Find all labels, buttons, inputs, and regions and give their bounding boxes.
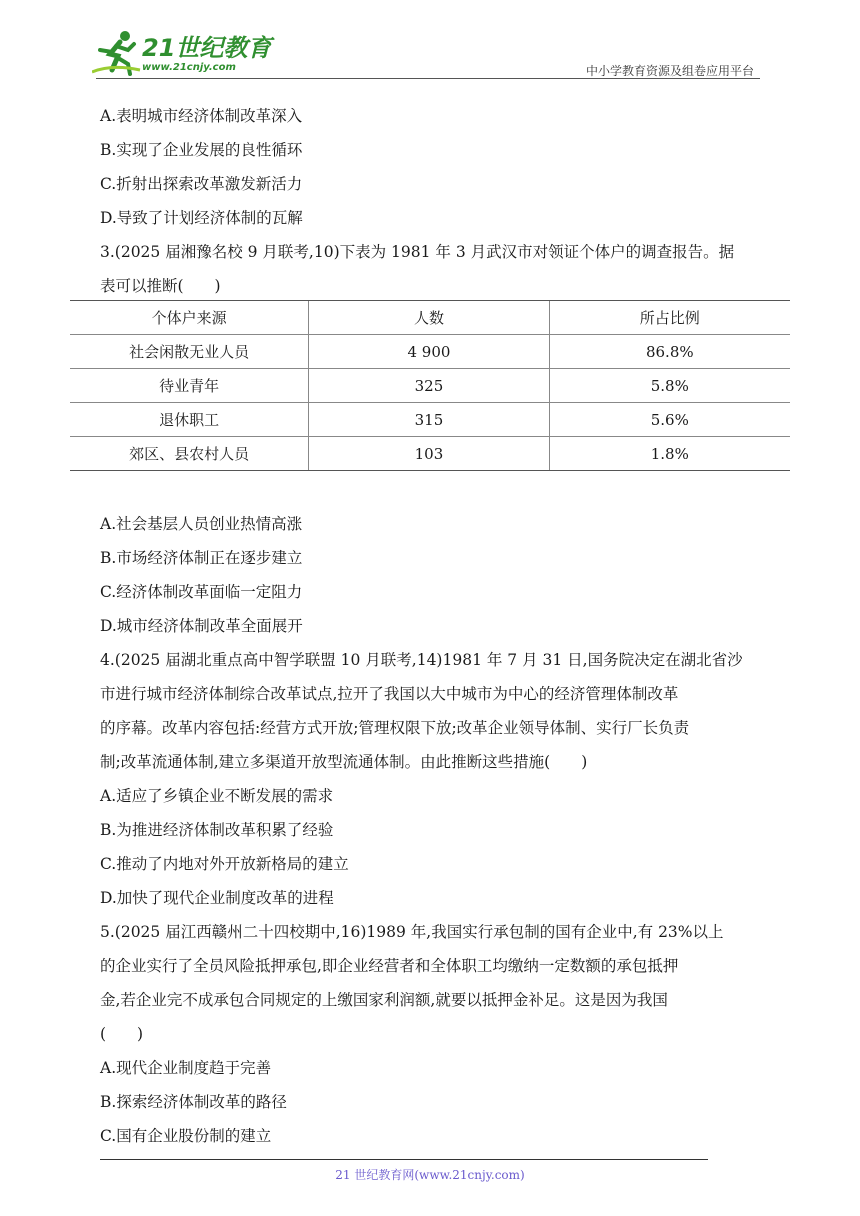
table-cell: 1.8%: [549, 437, 790, 471]
q2-option-a: A.表明城市经济体制改革深入: [100, 107, 303, 125]
q4-option-b: B.为推进经济体制改革积累了经验: [100, 821, 334, 839]
table-row: [70, 437, 790, 471]
logo: [92, 28, 272, 78]
table-cell: 86.8%: [549, 335, 790, 369]
table-cell: 325: [309, 369, 549, 403]
table-row: [70, 403, 790, 437]
table-row: [70, 369, 790, 403]
q4-option-d: D.加快了现代企业制度改革的进程: [100, 889, 334, 907]
table-cell: 103: [309, 437, 549, 471]
q2-option-b: B.实现了企业发展的良性循环: [100, 141, 303, 159]
footer-divider: [100, 1159, 708, 1160]
table-cell: 315: [309, 403, 549, 437]
q5-stem-line-2: 的企业实行了全员风险抵押承包,即企业经营者和全体职工均缴纳一定数额的承包抵押: [100, 957, 679, 975]
table-row: [70, 335, 790, 369]
q5-stem-line-3: 金,若企业完不成承包合同规定的上缴国家利润额,就要以抵押金补足。这是因为我国: [100, 991, 668, 1009]
runner-logo-icon: [92, 28, 142, 78]
q5-option-b: B.探索经济体制改革的路径: [100, 1093, 287, 1111]
table-header-cell: 人数: [309, 301, 549, 335]
q4-stem-line-2: 市进行城市经济体制综合改革试点,拉开了我国以大中城市为中心的经济管理体制改革: [100, 685, 679, 703]
table-cell: 待业青年: [70, 369, 309, 403]
q5-stem-line-4: ( ): [100, 1025, 144, 1043]
page-header: [0, 0, 860, 80]
q3-option-d: D.城市经济体制改革全面展开: [100, 617, 303, 635]
q3-option-b: B.市场经济体制正在逐步建立: [100, 549, 303, 567]
q4-option-c: C.推动了内地对外开放新格局的建立: [100, 855, 349, 873]
table-cell: 退休职工: [70, 403, 309, 437]
q5-option-a: A.现代企业制度趋于完善: [100, 1059, 272, 1077]
table-cell: 5.6%: [549, 403, 790, 437]
q2-option-c: C.折射出探索改革激发新活力: [100, 175, 303, 193]
table-cell: 4 900: [309, 335, 549, 369]
q3-option-c: C.经济体制改革面临一定阻力: [100, 583, 303, 601]
table-header-row: [70, 301, 790, 335]
header-divider: [96, 78, 760, 79]
q3-stem-line-1: 3.(2025 届湘豫名校 9 月联考,10)下表为 1981 年 3 月武汉市对领证个体户的调查报告。据: [100, 243, 735, 261]
q2-option-d: D.导致了计划经济体制的瓦解: [100, 209, 303, 227]
logo-url: www.21cnjy.com: [142, 62, 236, 73]
q5-stem-line-1: 5.(2025 届江西赣州二十四校期中,16)1989 年,我国实行承包制的国有企业中,有 23%以上: [100, 923, 724, 941]
table-cell: 郊区、县农村人员: [70, 437, 309, 471]
table-header-cell: 所占比例: [549, 301, 790, 335]
q3-data-table: [70, 300, 790, 471]
q5-option-c: C.国有企业股份制的建立: [100, 1127, 272, 1145]
q4-stem-line-4: 制;改革流通体制,建立多渠道开放型流通体制。由此推断这些措施( ): [100, 753, 588, 771]
q4-stem-line-3: 的序幕。改革内容包括:经营方式开放;管理权限下放;改革企业领导体制、实行厂长负责: [100, 719, 690, 737]
logo-text: 21世纪教育: [142, 34, 272, 62]
q3-option-a: A.社会基层人员创业热情高涨: [100, 515, 303, 533]
table-cell: 社会闲散无业人员: [70, 335, 309, 369]
table-header-cell: 个体户来源: [70, 301, 309, 335]
q4-option-a: A.适应了乡镇企业不断发展的需求: [100, 787, 334, 805]
table-cell: 5.8%: [549, 369, 790, 403]
q4-stem-line-1: 4.(2025 届湖北重点高中智学联盟 10 月联考,14)1981 年 7 月 31 日,国务院决定在湖北省沙: [100, 651, 743, 669]
platform-tagline: 中小学教育资源及组卷应用平台: [585, 64, 754, 78]
footer-text: 21 世纪教育网(www.21cnjy.com): [335, 1168, 525, 1182]
q3-stem-line-2: 表可以推断( ): [100, 277, 221, 295]
